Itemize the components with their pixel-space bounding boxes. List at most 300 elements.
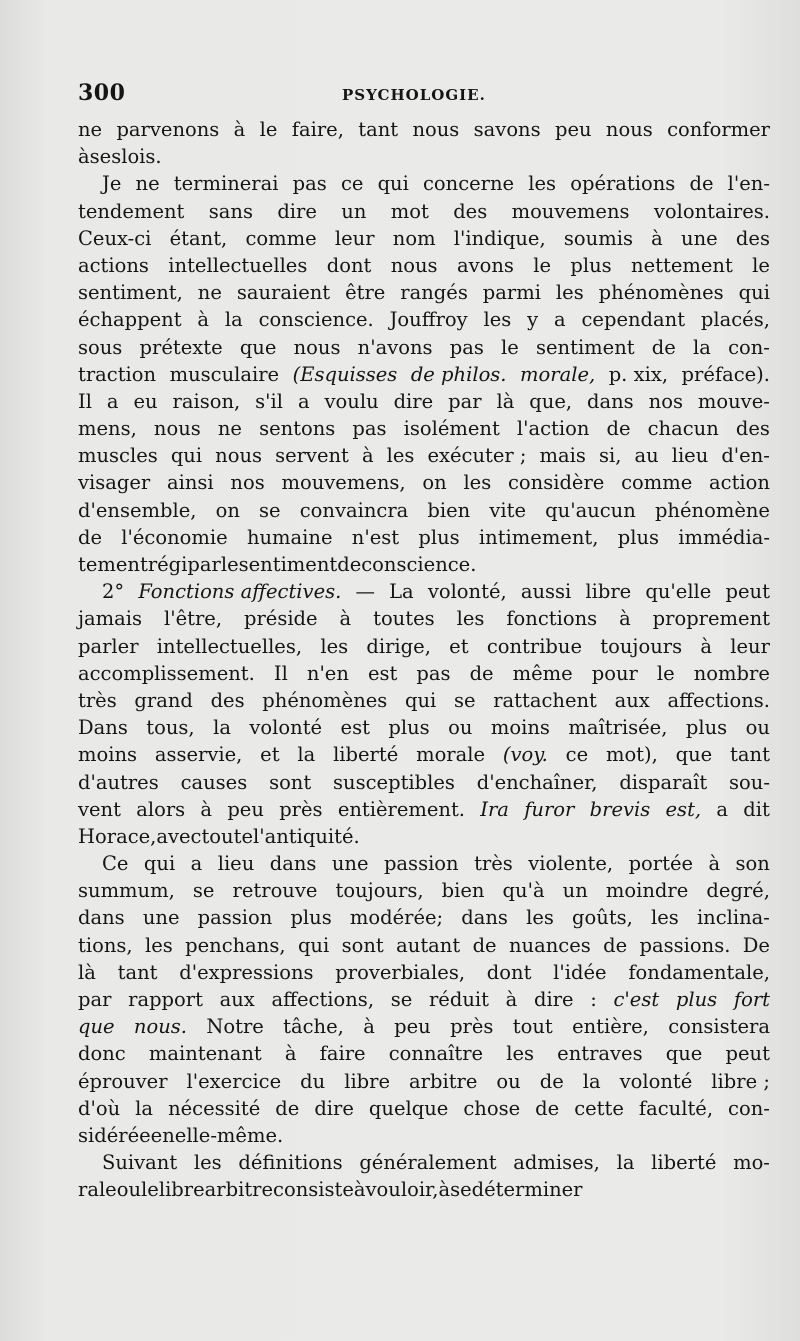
word: raison, bbox=[172, 389, 241, 413]
word: avons bbox=[456, 253, 514, 277]
word: fondamentale, bbox=[628, 960, 770, 984]
word: à bbox=[233, 118, 246, 141]
word: en bbox=[150, 1123, 175, 1147]
word: le bbox=[656, 661, 675, 685]
word: tout bbox=[512, 1015, 553, 1039]
word: de bbox=[689, 172, 714, 196]
word: intimement, bbox=[478, 525, 599, 549]
word: inclina- bbox=[696, 906, 770, 930]
word: est bbox=[367, 661, 398, 685]
word: le bbox=[533, 253, 552, 277]
word: degré, bbox=[706, 879, 770, 903]
word: vite bbox=[489, 498, 527, 522]
word: est bbox=[340, 716, 370, 740]
word: s'il bbox=[255, 389, 283, 413]
word: retrouve bbox=[232, 879, 318, 903]
text-line bbox=[78, 904, 770, 931]
word: volonté bbox=[249, 716, 323, 740]
word: a bbox=[297, 389, 310, 413]
word: cette bbox=[574, 1096, 624, 1120]
word: dirige, bbox=[366, 634, 431, 658]
word: de bbox=[651, 335, 676, 359]
word: par bbox=[448, 389, 482, 413]
text-line bbox=[78, 1122, 770, 1149]
word: soumis bbox=[563, 226, 633, 250]
word: : bbox=[590, 988, 597, 1011]
word: dit bbox=[743, 797, 770, 821]
word: nos bbox=[230, 471, 265, 495]
word: traction bbox=[78, 362, 157, 386]
word: La bbox=[389, 580, 414, 604]
word: chose bbox=[463, 1096, 521, 1120]
word: moins bbox=[490, 716, 550, 740]
word: mo- bbox=[733, 1151, 770, 1175]
word: Dans bbox=[78, 716, 128, 740]
word: libre bbox=[158, 1178, 205, 1202]
word: ou bbox=[116, 1178, 142, 1202]
word: passions. bbox=[639, 933, 731, 957]
word: comme bbox=[245, 226, 317, 250]
word: phénomènes bbox=[262, 688, 388, 712]
word: ce bbox=[565, 743, 589, 767]
word: pas bbox=[449, 335, 484, 359]
word: a bbox=[554, 308, 566, 332]
word: de bbox=[472, 933, 497, 957]
word: chacun bbox=[647, 417, 719, 441]
word: — bbox=[355, 580, 375, 604]
text-line bbox=[78, 1095, 770, 1122]
word: aussi bbox=[520, 580, 572, 604]
word: faire, bbox=[291, 118, 344, 141]
word: conformer bbox=[667, 118, 770, 141]
word: l'économie bbox=[121, 525, 228, 549]
word: consistera bbox=[668, 1015, 770, 1039]
word: plus bbox=[617, 525, 660, 549]
word: Il bbox=[273, 661, 288, 685]
word: aux bbox=[614, 688, 650, 712]
word: de bbox=[539, 1069, 564, 1093]
word: l'en- bbox=[727, 172, 770, 196]
page-number: 300 bbox=[78, 80, 126, 106]
word: nettement bbox=[631, 253, 733, 277]
word: concerne bbox=[423, 172, 515, 196]
word: Il bbox=[78, 389, 92, 413]
word: Ira bbox=[480, 797, 509, 821]
word: susceptibles bbox=[333, 770, 455, 794]
text-line bbox=[78, 1040, 770, 1067]
word: plus bbox=[388, 716, 430, 740]
word: arbitre bbox=[409, 1069, 478, 1093]
word: prétexte bbox=[139, 335, 223, 359]
word: (voy. bbox=[502, 743, 548, 767]
word: préside bbox=[243, 607, 318, 631]
word: très bbox=[474, 852, 513, 876]
text-line bbox=[78, 796, 770, 823]
word: p. xix, bbox=[608, 362, 669, 386]
word: un bbox=[562, 879, 588, 903]
word: de bbox=[603, 933, 628, 957]
word: arbitre bbox=[204, 1178, 274, 1202]
word: on bbox=[422, 471, 447, 495]
word: des bbox=[210, 688, 245, 712]
word: entière, bbox=[572, 1015, 649, 1039]
word: conscience. bbox=[258, 308, 374, 332]
word: et bbox=[260, 743, 280, 767]
word: la bbox=[297, 743, 316, 767]
text-line bbox=[78, 850, 770, 877]
word: parvenons bbox=[116, 118, 220, 141]
word: toute bbox=[201, 824, 253, 848]
word: à bbox=[361, 444, 374, 468]
word: à bbox=[78, 145, 90, 169]
word: plus bbox=[290, 906, 332, 930]
word: un bbox=[341, 199, 367, 223]
word: les bbox=[651, 906, 679, 930]
word: ou bbox=[448, 716, 473, 740]
word: y bbox=[527, 308, 539, 332]
text-line bbox=[78, 578, 770, 605]
word: disparaît bbox=[619, 770, 708, 794]
word: l'idée bbox=[553, 960, 607, 984]
word: au bbox=[634, 444, 659, 468]
word: une bbox=[142, 906, 180, 930]
word: dire bbox=[314, 1096, 354, 1120]
word: que bbox=[78, 1015, 115, 1039]
word: pour bbox=[591, 661, 638, 685]
word: affections, bbox=[271, 988, 375, 1011]
word: mais bbox=[539, 444, 586, 468]
word: les bbox=[193, 1151, 222, 1175]
word: nous bbox=[293, 335, 341, 359]
word: penchans, bbox=[185, 933, 286, 957]
word: régi bbox=[147, 553, 188, 576]
word: exécuter ; bbox=[427, 444, 527, 468]
word: à bbox=[438, 1178, 451, 1202]
word: Fonctions affectives. bbox=[138, 580, 342, 604]
word: libre ; bbox=[711, 1069, 770, 1093]
text-line bbox=[78, 497, 770, 524]
word: tions, bbox=[78, 933, 133, 957]
word: toujours, bbox=[335, 879, 424, 903]
text-line bbox=[78, 361, 770, 388]
word: ne bbox=[217, 417, 242, 441]
word: musculaire bbox=[169, 362, 280, 386]
word: sou- bbox=[729, 770, 770, 794]
word: ainsi bbox=[166, 471, 214, 495]
word: intellectuelles, bbox=[156, 634, 303, 658]
running-title: PSYCHOLOGIE. bbox=[342, 86, 486, 104]
word: leur bbox=[730, 634, 770, 658]
word: autant bbox=[396, 933, 461, 957]
word: immédia- bbox=[678, 525, 770, 549]
word: causes bbox=[180, 770, 248, 794]
text-line bbox=[78, 714, 770, 741]
word: même bbox=[512, 661, 573, 685]
word: ou bbox=[745, 716, 770, 740]
word: dans bbox=[269, 852, 317, 876]
word: peu bbox=[227, 797, 264, 821]
word: tant bbox=[730, 743, 770, 767]
word: se bbox=[450, 1178, 472, 1202]
word: à bbox=[200, 797, 213, 821]
word: a bbox=[190, 852, 203, 876]
word: Je bbox=[102, 172, 122, 196]
word: modérée; bbox=[349, 906, 444, 930]
word: phénomène bbox=[654, 498, 770, 522]
word: qui bbox=[297, 933, 330, 957]
word: fort bbox=[733, 988, 770, 1011]
text-line bbox=[78, 605, 770, 632]
word: et bbox=[449, 634, 469, 658]
word: alors bbox=[136, 797, 186, 821]
word: de bbox=[535, 1096, 560, 1120]
text-line bbox=[78, 877, 770, 904]
text-line bbox=[78, 415, 770, 442]
word: morale, bbox=[520, 362, 596, 386]
word: Jouffroy bbox=[389, 308, 468, 332]
word: Ce bbox=[102, 852, 129, 876]
text-line bbox=[78, 1149, 770, 1176]
word: plus bbox=[675, 988, 718, 1011]
word: des bbox=[453, 199, 488, 223]
word: qui bbox=[377, 172, 409, 196]
word: généralement bbox=[359, 1151, 497, 1175]
word: a bbox=[716, 797, 729, 821]
word: à bbox=[197, 308, 210, 332]
word: tant bbox=[358, 118, 399, 141]
word: entièrement. bbox=[337, 797, 466, 821]
word: ou bbox=[496, 1069, 521, 1093]
word: lieu bbox=[671, 444, 709, 468]
word: nous bbox=[153, 417, 201, 441]
word: ne bbox=[135, 172, 160, 196]
text-line bbox=[78, 170, 770, 197]
word: liberté bbox=[651, 1151, 717, 1175]
word: l'action bbox=[516, 417, 590, 441]
word: passion bbox=[383, 852, 459, 876]
word: nous. bbox=[133, 1015, 187, 1039]
word: à bbox=[363, 1015, 375, 1039]
word: à bbox=[339, 607, 352, 631]
word: se bbox=[259, 498, 281, 522]
word: jamais bbox=[78, 607, 143, 631]
word: peu bbox=[394, 1015, 431, 1039]
text-line bbox=[78, 551, 770, 578]
word: morale bbox=[416, 743, 486, 767]
word: consiste bbox=[273, 1178, 354, 1202]
word: sentiment, bbox=[78, 281, 183, 305]
text-line bbox=[78, 469, 770, 496]
word: d'expressions bbox=[179, 960, 314, 984]
word: faculté, bbox=[638, 1096, 714, 1120]
word: volontaires. bbox=[653, 199, 770, 223]
text-line bbox=[78, 1176, 770, 1203]
word: le bbox=[220, 553, 239, 576]
word: asservie, bbox=[154, 743, 243, 767]
word: est, bbox=[665, 797, 702, 821]
word: Suivant bbox=[102, 1151, 178, 1175]
text-line bbox=[78, 334, 770, 361]
word: isolément bbox=[403, 417, 500, 441]
word: contribue bbox=[486, 634, 583, 658]
word: visager bbox=[78, 471, 151, 495]
word: d'autres bbox=[78, 770, 159, 794]
word: eu bbox=[133, 389, 158, 413]
word: qu'aucun bbox=[545, 498, 636, 522]
word: là bbox=[78, 960, 96, 984]
word: là bbox=[496, 389, 515, 413]
word: pas bbox=[416, 661, 451, 685]
word: dont bbox=[326, 253, 372, 277]
word: toutes bbox=[373, 607, 435, 631]
word: n'en bbox=[306, 661, 349, 685]
word: avec bbox=[156, 824, 202, 848]
word: tendement bbox=[78, 199, 185, 223]
word: à bbox=[284, 1042, 297, 1066]
word: que bbox=[239, 335, 277, 359]
text-line bbox=[78, 252, 770, 279]
word: portée bbox=[628, 852, 694, 876]
word: mouvemens, bbox=[281, 471, 406, 495]
word: donc bbox=[78, 1042, 126, 1066]
word: muscles bbox=[78, 444, 158, 468]
word: con- bbox=[728, 1096, 770, 1120]
text-line bbox=[78, 823, 770, 850]
word: violente, bbox=[528, 852, 614, 876]
word: nos bbox=[648, 389, 683, 413]
text-line bbox=[78, 279, 770, 306]
word: rattachent bbox=[493, 688, 597, 712]
word: terminerai bbox=[173, 172, 279, 196]
word: les bbox=[456, 607, 485, 631]
word: de bbox=[337, 553, 362, 576]
word: placés, bbox=[700, 308, 770, 332]
word: dont bbox=[486, 960, 532, 984]
word: nous bbox=[605, 118, 653, 141]
word: connaître bbox=[388, 1042, 484, 1066]
word: les bbox=[463, 471, 492, 495]
word: sentiment bbox=[536, 335, 635, 359]
word: dire bbox=[533, 988, 574, 1011]
word: le bbox=[259, 118, 278, 141]
word: vent bbox=[78, 797, 121, 821]
text-line bbox=[78, 959, 770, 986]
word: à bbox=[505, 988, 518, 1011]
word: de bbox=[78, 525, 103, 549]
word: des bbox=[735, 226, 770, 250]
text-line bbox=[78, 633, 770, 660]
word: sont bbox=[341, 933, 384, 957]
word: 2° bbox=[102, 580, 125, 604]
word: par bbox=[78, 988, 112, 1011]
word: les bbox=[555, 281, 584, 305]
word: que, bbox=[529, 389, 573, 413]
word: action bbox=[709, 471, 770, 495]
word: la bbox=[213, 716, 231, 740]
word: qui bbox=[143, 852, 176, 876]
word: humaine bbox=[246, 525, 333, 549]
word: les bbox=[506, 1042, 535, 1066]
word: qui bbox=[738, 281, 770, 305]
word: les bbox=[386, 444, 415, 468]
word: De bbox=[742, 933, 770, 957]
word: dans bbox=[587, 389, 634, 413]
word: furor bbox=[524, 797, 575, 821]
word: lieu bbox=[217, 852, 255, 876]
word: voulu bbox=[324, 389, 379, 413]
body-text bbox=[78, 116, 770, 1204]
word: passion bbox=[197, 906, 273, 930]
word: l'être, bbox=[163, 607, 223, 631]
word: libre bbox=[344, 1069, 391, 1093]
word: près bbox=[450, 1015, 494, 1039]
text-line bbox=[78, 306, 770, 333]
word: peut bbox=[725, 1042, 770, 1066]
word: que bbox=[665, 1042, 703, 1066]
word: qu'elle bbox=[645, 580, 712, 604]
word: opérations bbox=[570, 172, 676, 196]
word: l'exercice bbox=[186, 1069, 282, 1093]
word: à bbox=[651, 226, 663, 250]
word: préface). bbox=[681, 362, 770, 386]
word: libre bbox=[585, 580, 632, 604]
word: la bbox=[135, 1096, 154, 1120]
word: bien bbox=[427, 498, 471, 522]
word: (Esquisses bbox=[292, 362, 398, 386]
text-line bbox=[78, 769, 770, 796]
text-line bbox=[78, 986, 770, 1013]
word: summum, bbox=[78, 879, 175, 903]
word: réduit bbox=[428, 988, 489, 1011]
word: déterminer bbox=[471, 1178, 583, 1202]
word: proverbiales, bbox=[335, 960, 466, 984]
word: aux bbox=[219, 988, 255, 1011]
word: sauraient bbox=[236, 281, 331, 305]
word: dans bbox=[461, 906, 508, 930]
word: lois. bbox=[121, 145, 162, 169]
word: la bbox=[582, 1069, 601, 1093]
word: la bbox=[224, 308, 243, 332]
word: la bbox=[616, 1151, 635, 1175]
word: sous bbox=[78, 335, 123, 359]
word: à bbox=[353, 1178, 366, 1202]
text-line bbox=[78, 687, 770, 714]
word: la bbox=[693, 335, 711, 359]
word: des bbox=[735, 417, 770, 441]
word: les bbox=[528, 172, 557, 196]
word: de philos. bbox=[410, 362, 507, 386]
word: se bbox=[390, 988, 413, 1011]
word: à bbox=[700, 634, 712, 658]
word: ne bbox=[197, 281, 222, 305]
word: par bbox=[187, 553, 221, 576]
word: nombre bbox=[693, 661, 770, 685]
word: si, bbox=[598, 444, 622, 468]
word: nous bbox=[412, 118, 460, 141]
word: bien bbox=[441, 879, 485, 903]
word: que bbox=[675, 743, 713, 767]
word: ce bbox=[340, 172, 364, 196]
word: grand bbox=[134, 688, 193, 712]
word: sentiment bbox=[238, 553, 338, 576]
word: goûts, bbox=[572, 906, 633, 930]
word: qu'à bbox=[502, 879, 545, 903]
word: faire bbox=[319, 1042, 366, 1066]
word: dire bbox=[393, 389, 434, 413]
word: peut bbox=[725, 580, 770, 604]
word: cependant bbox=[581, 308, 686, 332]
word: con- bbox=[728, 335, 770, 359]
